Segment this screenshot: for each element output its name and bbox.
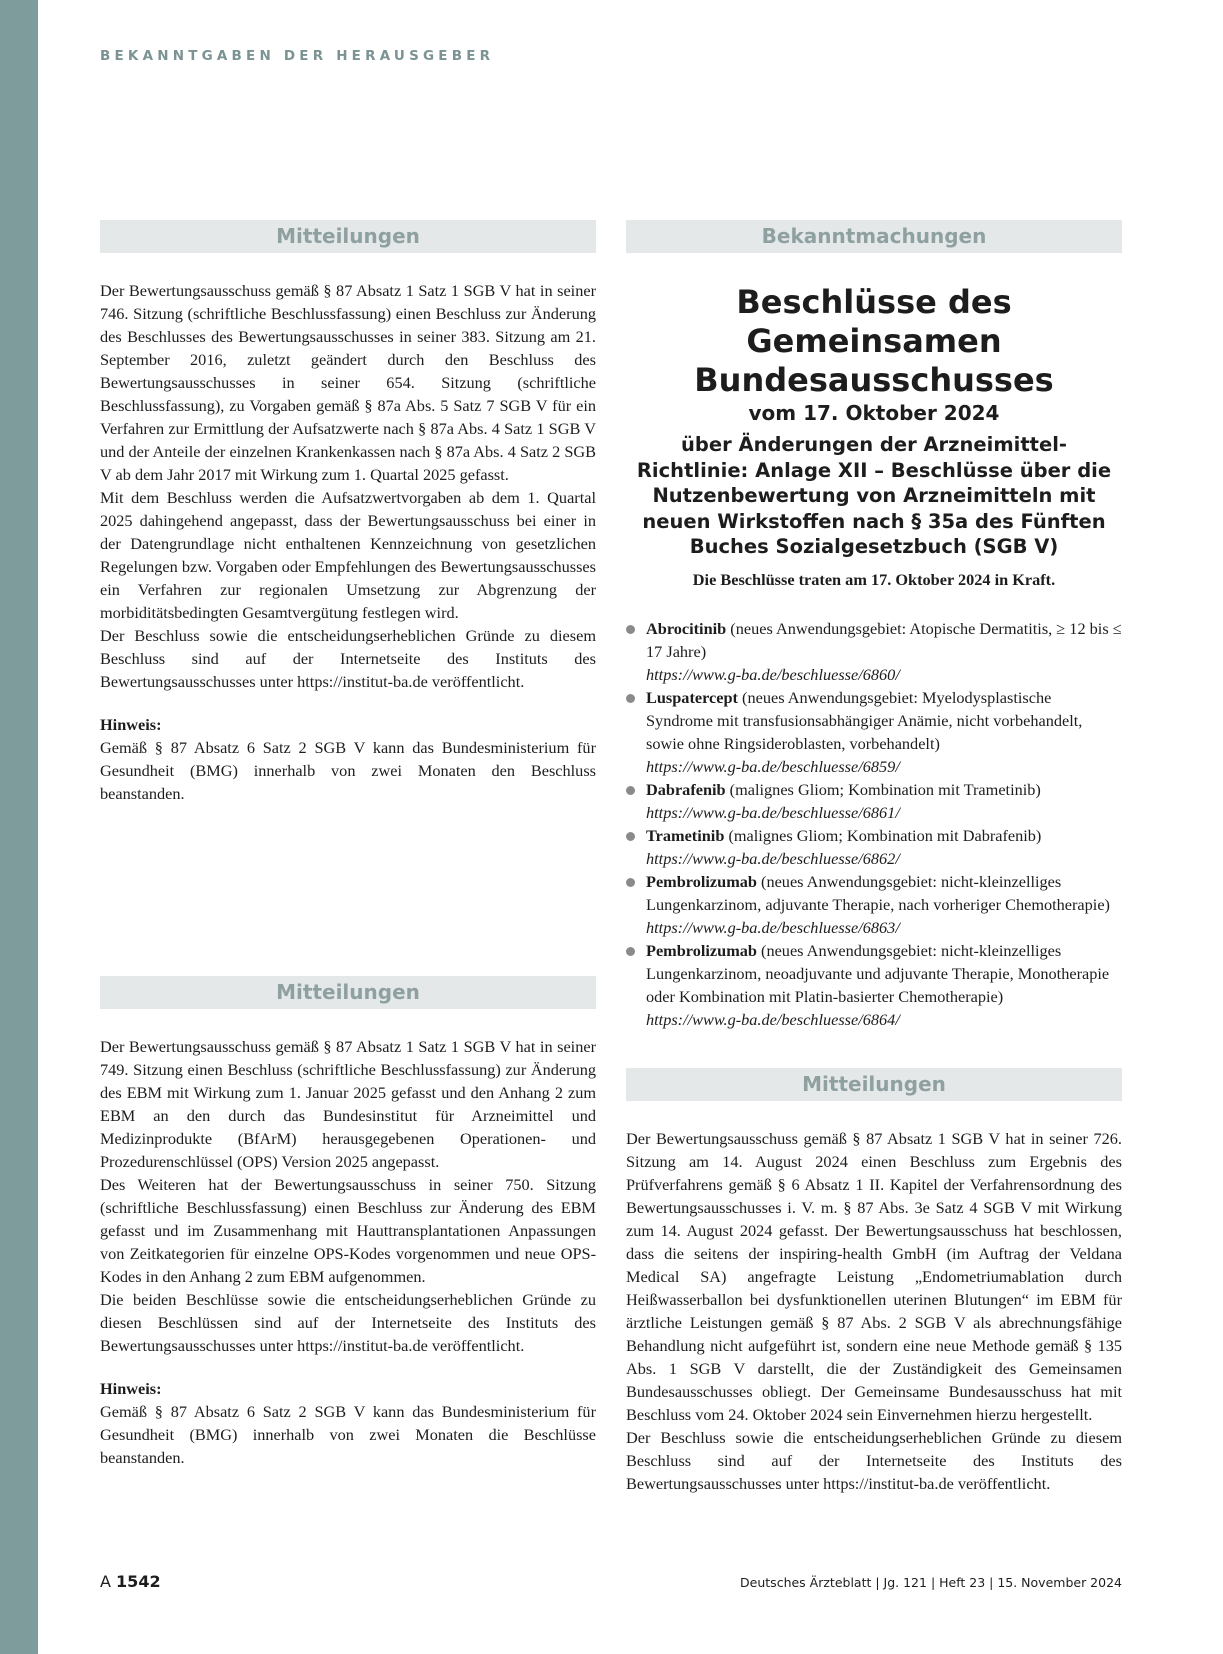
announcement-title-line: Beschlüsse des Gemeinsamen [736,283,1012,360]
journal-citation: Deutsches Ärzteblatt | Jg. 121 | Heft 23 | 15. November 2024 [740,1575,1122,1590]
paragraph: Der Bewertungsausschuss gemäß § 87 Absatz 1 SGB V hat in seiner 726. Sitzung am 14. August 2024 einen Beschluss zum Ergebnis des Prüfverfahrens gemäß § 6 Absatz 1 II. Kapitel der Verfahrensordnung des Bewertungsausschusses i. V. m. § 87 Abs. 3e Satz 4 SGB V mit Wirkung zum 14. August 2024 gefasst. Der Bewertungsausschuss hat beschlossen, dass die seitens der inspiring-health GmbH (im Auftrag der Veldana Medical SA) angefragte Leistung „Endometriumablation durch Heißwasserballon bei dysfunktionellen uterinen Blutungen“ im EBM für ärztliche Leistungen gemäß § 87 Abs. 2 SGB V als abrechnungsfähige Behandlung nicht aufgeführt ist, sondern eine neue Methode gemäß § 135 Abs. 1 SGB V darstellt, die der Zuständigkeit des Gemeinsamen Bundesausschusses obliegt. Der Gemeinsame Bundesausschuss hat mit Beschluss vom 24. Oktober 2024 sein Einvernehmen hierzu hergestellt. [626,1129,1122,1424]
drug-name: Pembrolizumab [646,940,757,960]
hint-title: Hinweis: [100,715,162,734]
announcement-subtitle: über Änderungen der Arzneimittel-Richtlinie: Anlage XII – Beschlüsse über die Nutzenbewertung von Arzneimitteln mit neuen Wirkstoffen nach § 35a des Fünften Buches Sozialgesetzbuch (SGB V) [636,433,1112,558]
section-heading: Bekanntmachungen [626,220,1122,253]
section-heading: Mitteilungen [100,220,596,253]
drug-description: (malignes Gliom; Kombination mit Trametinib) [725,779,1041,799]
decision-link[interactable]: https://www.g-ba.de/beschluesse/6862/ [646,848,900,868]
drug-description: (malignes Gliom; Kombination mit Dabrafenib) [724,825,1042,845]
bullet-icon [626,694,635,703]
hint-text: Gemäß § 87 Absatz 6 Satz 2 SGB V kann das Bundesministerium für Gesundheit (BMG) innerhalb von zwei Monaten die Beschlüsse beanstanden. [100,1402,596,1467]
announcement-title-line: Bundesausschusses [694,361,1054,399]
section-heading: Mitteilungen [626,1068,1122,1101]
decision-link[interactable]: https://www.g-ba.de/beschluesse/6861/ [646,802,900,822]
page-number-value: 1542 [116,1572,161,1591]
drug-name: Abrocitinib [646,618,727,638]
drug-name: Pembrolizumab [646,871,757,891]
bullet-icon [626,878,635,887]
paragraph: Der Bewertungsausschuss gemäß § 87 Absatz 1 Satz 1 SGB V hat in seiner 749. Sitzung einen Beschluss (schriftliche Beschlussfassung) zur Änderung des EBM mit Wirkung zum 1. Januar 2025 gefasst und den Anhang 2 zum EBM an den durch das Bundesinstitut für Arzneimittel und Medizinprodukte (BfArM) herausgegebenen Operationen- und Prozedurenschlüssel (OPS) Version 2025 angepasst. [100,1037,596,1171]
paragraph: Der Beschluss sowie die entscheidungserheblichen Gründe zu diesem Beschluss sind auf der Internetseite des Instituts des Bewertungsausschusses unter https://institut-ba.de veröffentlicht. [626,1428,1122,1493]
list-item [626,617,1122,686]
section-body [100,1035,596,1469]
right-bottom-section [626,1068,1122,1495]
section-body [626,1127,1122,1495]
list-item [626,870,1122,939]
section-body [100,279,596,805]
drug-description: (neues Anwendungsgebiet: Myelodysplastische Syndrome mit transfusionsabhängiger Anämie, nicht vorbehandelt, sowie ohne Ringsideroblasten, vorbehandelt) [646,687,1083,753]
list-item [626,824,1122,870]
hint-text: Gemäß § 87 Absatz 6 Satz 2 SGB V kann das Bundesministerium für Gesundheit (BMG) innerhalb von zwei Monaten den Beschluss beanstanden. [100,738,596,803]
drug-description: (neues Anwendungsgebiet: Atopische Dermatitis, ≥ 12 bis ≤ 17 Jahre) [646,618,1122,661]
drug-name: Luspatercept [646,687,738,707]
decision-link[interactable]: https://www.g-ba.de/beschluesse/6863/ [646,917,900,937]
list-item [626,686,1122,778]
drug-name: Trametinib [646,825,725,845]
page-edge-bar [0,0,38,1654]
bullet-icon [626,786,635,795]
drug-description: (neues Anwendungsgebiet: nicht-kleinzelliges Lungenkarzinom, adjuvante Therapie, nach vorheriger Chemotherapie) [646,871,1110,914]
drug-description: (neues Anwendungsgebiet: nicht-kleinzelliges Lungenkarzinom, neoadjuvante und adjuvante Therapie, Monotherapie oder Kombination mit Platin-basierter Chemotherapie) [646,940,1110,1006]
hint-title: Hinweis: [100,1379,162,1398]
decision-link[interactable]: https://www.g-ba.de/beschluesse/6860/ [646,664,900,684]
bullet-icon [626,947,635,956]
page-number [100,1572,161,1591]
left-top-section [100,220,596,805]
left-bottom-section [100,976,596,1469]
paragraph: Der Bewertungsausschuss gemäß § 87 Absatz 1 Satz 1 SGB V hat in seiner 746. Sitzung (schriftliche Beschlussfassung) einen Beschluss zur Änderung des Beschlusses des Bewertungsausschusses in seiner 383. Sitzung am 21. September 2016, zuletzt geändert durch den Beschluss des Bewertungsausschusses in seiner 654. Sitzung (schriftliche Beschlussfassung), zu Vorgaben gemäß § 87a Abs. 5 Satz 7 SGB V für ein Verfahren zur Ermittlung der Aufsatzwerte nach § 87a Abs. 4 Satz 1 SGB V und der Anteile der einzelnen Krankenkassen nach § 87a Abs. 4 Satz 2 SGB V ab dem Jahr 2017 mit Wirkung zum 1. Quartal 2025 gefasst. [100,281,596,484]
drug-name: Dabrafenib [646,779,726,799]
section-kicker: BEKANNTGABEN DER HERAUSGEBER [100,48,495,64]
decision-link[interactable]: https://www.g-ba.de/beschluesse/6859/ [646,756,900,776]
section-heading: Mitteilungen [100,976,596,1009]
announcement-note: Die Beschlüsse traten am 17. Oktober 2024 in Kraft. [692,569,1056,589]
announcement-date: vom 17. Oktober 2024 [748,401,1000,425]
list-item [626,778,1122,824]
bullet-icon [626,832,635,841]
announcement-headline [626,283,1122,591]
decision-link[interactable]: https://www.g-ba.de/beschluesse/6864/ [646,1009,900,1029]
paragraph: Mit dem Beschluss werden die Aufsatzwertvorgaben ab dem 1. Quartal 2025 dahingehend angepasst, dass der Bewertungsausschuss bei einer in der Datengrundlage nicht enthaltenen Kennzeichnung von gesetzlichen Regelungen bzw. Vorgaben oder Empfehlungen des Bewertungsausschusses ein Verfahren zur regionalen Umsetzung zur Abgrenzung der morbiditätsbedingten Gesamtvergütung festlegen wird. [100,488,596,622]
paragraph: Der Beschluss sowie die entscheidungserheblichen Gründe zu diesem Beschluss sind auf der Internetseite des Instituts des Bewertungsausschusses unter https://institut-ba.de veröffentlicht. [100,626,596,691]
decision-list [626,617,1122,1031]
right-top-section [626,220,1122,1031]
bullet-icon [626,625,635,634]
paragraph: Des Weiteren hat der Bewertungsausschuss in seiner 750. Sitzung (schriftliche Beschlussfassung) einen Beschluss zur Änderung des EBM gefasst und im Zusammenhang mit Hauttransplantationen Anpassungen von Zeitkategorien für einzelne OPS-Kodes vorgenommen und neue OPS-Kodes in den Anhang 2 zum EBM aufgenommen. [100,1175,596,1286]
paragraph: Die beiden Beschlüsse sowie die entscheidungserheblichen Gründe zu diesen Beschlüssen sind auf der Internetseite des Instituts des Bewertungsausschusses unter https://institut-ba.de veröffentlicht. [100,1290,596,1355]
page-prefix: A [100,1572,111,1591]
list-item [626,939,1122,1031]
